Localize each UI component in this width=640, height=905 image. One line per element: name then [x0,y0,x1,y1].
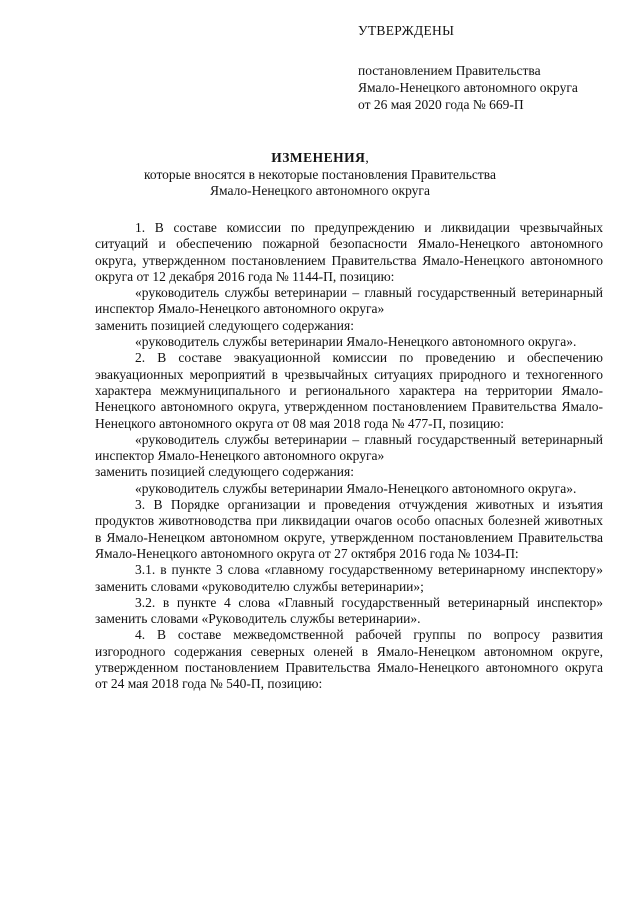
paragraph-1-replace-note: заменить позицией следующего содержания: [95,317,354,333]
paragraph-3: 3. В Порядке организации и проведения отчуждения животных и изъятия продуктов животноводства при ликвидации очагов особо опасных болезней животных в Ямало-Ненецком автономном округе, утвержденном постановлением Правительства Ямало-Ненецкого автономного округа от 27 октября 2016 года № 1034-П: [95,497,603,561]
paragraph-1-old-position: «руководитель службы ветеринарии – главный государственный ветеринарный инспектор Ямало-Ненецкого автономного округа» [95,285,603,317]
document-title [0,150,640,200]
paragraph-2-new-position: «руководитель службы ветеринарии Ямало-Ненецкого автономного округа». [135,480,577,496]
document-body [95,220,603,693]
paragraph-1: 1. В составе комиссии по предупреждению и ликвидации чрезвычайных ситуаций и обеспечению пожарной безопасности Ямало-Ненецкого автономного округа, утвержденном постановлением Правительства Ямало-Ненецкого автономного округа от 12 декабря 2016 года № 1144-П, позицию: [95,220,603,284]
title-main-suffix: , [365,150,369,165]
paragraph-2: 2. В составе эвакуационной комиссии по проведению и обеспечению эвакуационных мероприятий в чрезвычайных ситуациях природного и техногенного характера межмуниципального и регионального характера на территории Ямало-Ненецкого автономного округа, утвержденном постановлением Правительства Ямало-Ненецкого автономного округа от 08 мая 2018 года № 477-П, позицию: [95,350,603,431]
approval-heading: УТВЕРЖДЕНЫ [358,23,455,38]
title-sub-1: которые вносятся в некоторые постановления Правительства [144,166,496,182]
approval-line-1: постановлением Правительства [358,63,541,78]
approval-line-2: Ямало-Ненецкого автономного округа [358,80,578,95]
paragraph-3-2: 3.2. в пункте 4 слова «Главный государственный ветеринарный инспектор» заменить словами «Руководитель службы ветеринарии». [95,594,603,627]
paragraph-2-old-position: «руководитель службы ветеринарии – главный государственный ветеринарный инспектор Ямало-Ненецкого автономного округа» [95,431,603,464]
paragraph-4: 4. В составе межведомственной рабочей группы по вопросу развития изгородного содержания северных оленей в Ямало-Ненецком автономном округе, утвержденном постановлением Правительства Ямало-Ненецкого автономного округа от 24 мая 2018 года № 540-П, позицию: [95,627,603,692]
approval-block [358,22,578,113]
paragraph-2-replace-note: заменить позицией следующего содержания: [95,464,354,480]
title-sub-2: Ямало-Ненецкого автономного округа [210,183,430,198]
title-main-line [0,150,640,167]
title-main: ИЗМЕНЕНИЯ [271,150,366,165]
approval-line-3: от 26 мая 2020 года № 669-П [358,97,524,112]
paragraph-1-new-position: «руководитель службы ветеринарии Ямало-Ненецкого автономного округа». [135,334,577,350]
paragraph-3-1: 3.1. в пункте 3 слова «главному государственному ветеринарному инспектору» заменить словами «руководителю службы ветеринарии»; [95,562,603,594]
